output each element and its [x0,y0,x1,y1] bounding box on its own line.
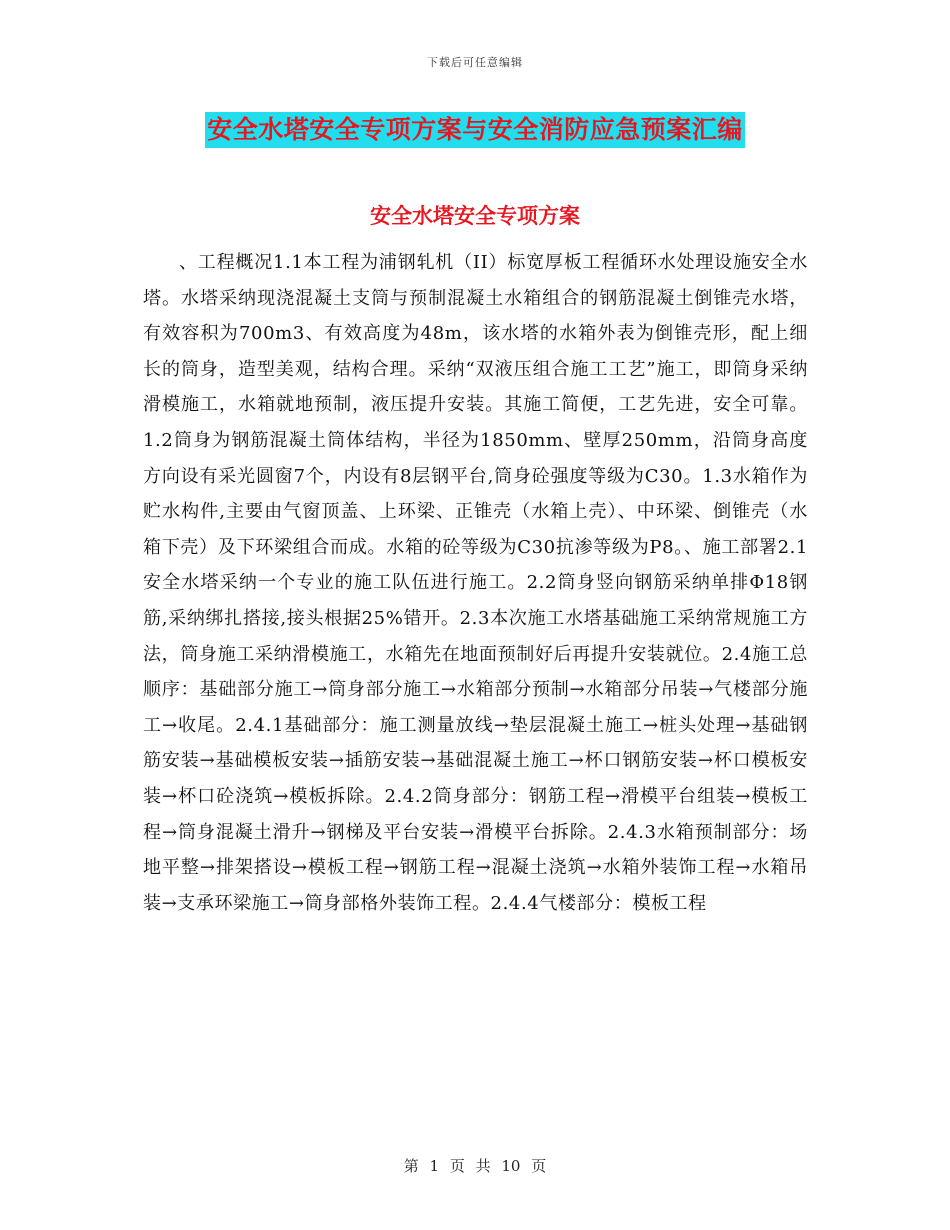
section-title: 安全水塔安全专项方案 [370,204,580,228]
header-note: 下载后可任意编辑 [427,56,523,69]
main-title: 安全水塔安全专项方案与安全消防应急预案汇编 [205,112,745,148]
body-paragraph: 、工程概况1.1本工程为浦钢轧机（II）标宽厚板工程循环水处理设施安全水塔。水塔采纳现浇混凝土支筒与预制混凝土水箱组合的钢筋混凝土倒锥壳水塔，有效容积为700m3、有效高度为48m，该水塔的水箱外表为倒锥壳形，配上细长的筒身，造型美观，结构合理。采纳“双液压组合施工工艺”施工，即筒身采纳滑模施工，水箱就地预制，液压提升安装。其施工简便，工艺先进，安全可靠。1.2筒身为钢筋混凝土筒体结构，半径为1850mm、壁厚250mm，沿筒身高度方向设有采光圆窗7个，内设有8层钢平台,筒身砼强度等级为C30。1.3水箱作为贮水构件,主要由气窗顶盖、上环梁、正锥壳（水箱上壳）、中环梁、倒锥壳（水箱下壳）及下环梁组合而成。水箱的砼等级为C30抗渗等级为P8。、施工部署2.1安全水塔采纳一个专业的施工队伍进行施工。2.2筒身竖向钢筋采纳单排Φ18钢筋,采纳绑扎搭接,接头根据25%错开。2.3本次施工水塔基础施工采纳常规施工方法，筒身施工采纳滑模施工，水箱先在地面预制好后再提升安装就位。2.4施工总顺序：基础部分施工→筒身部分施工→水箱部分预制→水箱部分吊装→气楼部分施工→收尾。2.4.1基础部分：施工测量放线→垫层混凝土施工→桩头处理→基础钢筋安装→基础模板安装→插筋安装→基础混凝土施工→杯口钢筋安装→杯口模板安装→杯口砼浇筑→模板拆除。2.4.2筒身部分：钢筋工程→滑模平台组装→模板工程→筒身混凝土滑升→钢梯及平台安装→滑模平台拆除。2.4.3水箱预制部分：场地平整→排架搭设→模板工程→钢筋工程→混凝土浇筑→水箱外装饰工程→水箱吊装→支承环梁施工→筒身部格外装饰工程。2.4.4气楼部分：模板工程 [143,252,808,914]
main-title-container [0,112,950,148]
page-footer: 第 1 页 共 10 页 [403,1157,547,1175]
